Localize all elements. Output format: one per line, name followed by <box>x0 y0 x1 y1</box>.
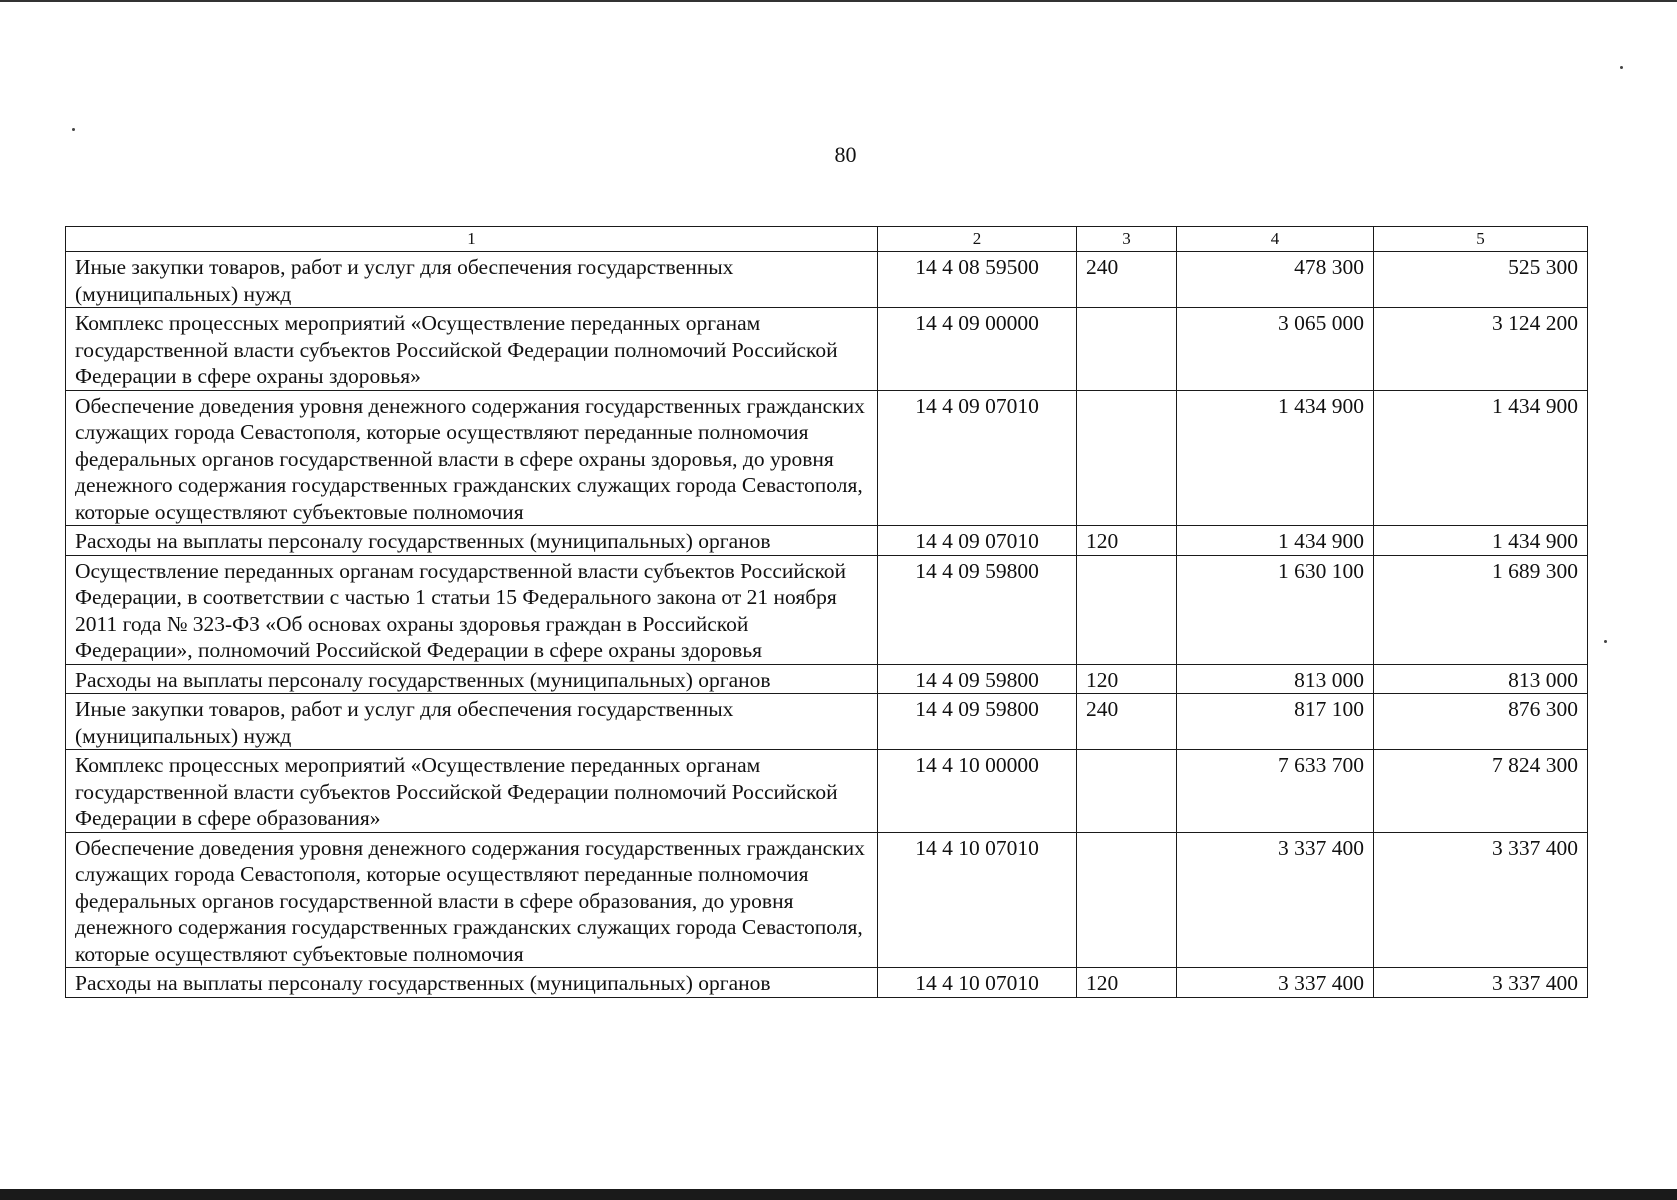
row-name: Осуществление переданных органам государственной власти субъектов Российской Федерации, в соответствии с частью 1 статьи 15 Федерального закона от 21 ноября 2011 года № 323-ФЗ «Об основах охраны здоровья граждан в Российской Федерации», полномочий Российской Федерации в сфере охраны здоровья <box>66 555 878 664</box>
row-expense-type <box>1077 555 1177 664</box>
row-value-5: 3 337 400 <box>1374 832 1588 968</box>
column-header-1: 1 <box>66 227 878 252</box>
row-value-5: 1 689 300 <box>1374 555 1588 664</box>
row-value-4: 3 065 000 <box>1177 308 1374 391</box>
row-expense-type <box>1077 832 1177 968</box>
row-expense-type: 120 <box>1077 968 1177 998</box>
row-value-4: 3 337 400 <box>1177 968 1374 998</box>
row-code: 14 4 09 59800 <box>878 664 1077 694</box>
row-value-5: 813 000 <box>1374 664 1588 694</box>
row-name: Обеспечение доведения уровня денежного содержания государственных гражданских служащих города Севастополя, которые осуществляют переданные полномочия федеральных органов государственной власти в сфере охраны здоровья, до уровня денежного содержания государственных гражданских служащих города Севастополя, которые осуществляют субъектовые полномочия <box>66 390 878 526</box>
row-value-4: 813 000 <box>1177 664 1374 694</box>
row-expense-type: 120 <box>1077 664 1177 694</box>
table-row <box>66 664 1588 694</box>
table-row <box>66 555 1588 664</box>
row-expense-type: 240 <box>1077 694 1177 750</box>
scan-speck <box>72 128 75 131</box>
column-header-3: 3 <box>1077 227 1177 252</box>
column-header-5: 5 <box>1374 227 1588 252</box>
row-code: 14 4 09 59800 <box>878 694 1077 750</box>
row-name: Иные закупки товаров, работ и услуг для обеспечения государственных (муниципальных) нужд <box>66 252 878 308</box>
row-value-4: 7 633 700 <box>1177 750 1374 833</box>
row-value-4: 1 434 900 <box>1177 390 1374 526</box>
row-code: 14 4 08 59500 <box>878 252 1077 308</box>
row-value-5: 525 300 <box>1374 252 1588 308</box>
row-value-5: 1 434 900 <box>1374 526 1588 556</box>
table-row <box>66 750 1588 833</box>
scan-speck <box>1604 640 1607 643</box>
row-name: Комплекс процессных мероприятий «Осуществление переданных органам государственной власти субъектов Российской Федерации полномочий Российской Федерации в сфере образования» <box>66 750 878 833</box>
column-header-4: 4 <box>1177 227 1374 252</box>
page-number: 80 <box>834 142 857 167</box>
row-name: Обеспечение доведения уровня денежного содержания государственных гражданских служащих города Севастополя, которые осуществляют переданные полномочия федеральных органов государственной власти в сфере образования, до уровня денежного содержания государственных гражданских служащих города Севастополя, которые осуществляют субъектовые полномочия <box>66 832 878 968</box>
row-code: 14 4 10 07010 <box>878 832 1077 968</box>
row-expense-type <box>1077 390 1177 526</box>
row-value-5: 3 124 200 <box>1374 308 1588 391</box>
row-name: Комплекс процессных мероприятий «Осуществление переданных органам государственной власти субъектов Российской Федерации полномочий Российской Федерации в сфере охраны здоровья» <box>66 308 878 391</box>
scan-bottom-bar <box>0 1189 1677 1200</box>
table-row <box>66 968 1588 998</box>
row-value-4: 3 337 400 <box>1177 832 1374 968</box>
row-name: Расходы на выплаты персоналу государственных (муниципальных) органов <box>66 968 878 998</box>
row-code: 14 4 10 00000 <box>878 750 1077 833</box>
row-code: 14 4 09 07010 <box>878 526 1077 556</box>
row-name: Иные закупки товаров, работ и услуг для обеспечения государственных (муниципальных) нужд <box>66 694 878 750</box>
row-code: 14 4 09 59800 <box>878 555 1077 664</box>
table-row <box>66 694 1588 750</box>
row-value-5: 3 337 400 <box>1374 968 1588 998</box>
row-code: 14 4 09 07010 <box>878 390 1077 526</box>
row-expense-type: 120 <box>1077 526 1177 556</box>
table-header-row <box>66 227 1588 252</box>
table-row <box>66 252 1588 308</box>
row-name: Расходы на выплаты персоналу государственных (муниципальных) органов <box>66 526 878 556</box>
row-value-5: 876 300 <box>1374 694 1588 750</box>
row-value-4: 817 100 <box>1177 694 1374 750</box>
table-row <box>66 526 1588 556</box>
row-value-4: 1 630 100 <box>1177 555 1374 664</box>
budget-table <box>65 226 1588 998</box>
scan-speck <box>1620 66 1623 69</box>
row-expense-type <box>1077 308 1177 391</box>
row-value-4: 1 434 900 <box>1177 526 1374 556</box>
table-row <box>66 390 1588 526</box>
column-header-2: 2 <box>878 227 1077 252</box>
row-code: 14 4 09 00000 <box>878 308 1077 391</box>
row-expense-type: 240 <box>1077 252 1177 308</box>
table-row <box>66 832 1588 968</box>
row-code: 14 4 10 07010 <box>878 968 1077 998</box>
row-value-5: 7 824 300 <box>1374 750 1588 833</box>
table-row <box>66 308 1588 391</box>
row-name: Расходы на выплаты персоналу государственных (муниципальных) органов <box>66 664 878 694</box>
row-value-5: 1 434 900 <box>1374 390 1588 526</box>
row-expense-type <box>1077 750 1177 833</box>
scan-top-border <box>0 0 1677 2</box>
row-value-4: 478 300 <box>1177 252 1374 308</box>
